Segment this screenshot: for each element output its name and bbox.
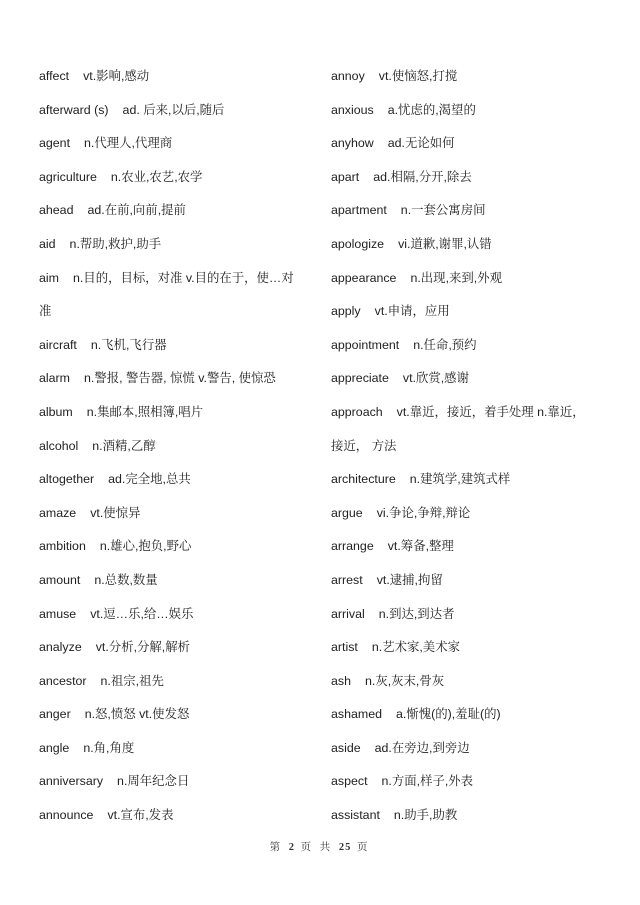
vocab-definition: n.飞机,飞行器 — [90, 337, 167, 352]
vocab-definition: n.出现,来到,外观 — [410, 270, 503, 285]
vocab-word: ancestor — [39, 673, 87, 688]
vocab-entry — [331, 564, 621, 598]
vocab-entry — [39, 530, 319, 564]
vocab-definition: vt.使恼怒,打搅 — [378, 69, 458, 83]
vocab-entry — [331, 329, 621, 363]
vocab-entry — [331, 497, 621, 531]
vocab-word: afterward (s) — [39, 102, 109, 117]
vocab-entry — [331, 631, 621, 665]
vocab-definition: vt.靠近，接近，着手处理 n.靠近， — [396, 404, 585, 419]
vocab-definition: n.祖宗,祖先 — [100, 673, 164, 688]
vocab-word: amaze — [39, 505, 77, 520]
vocab-entry — [331, 127, 621, 161]
vocab-definition: n.帮助,救护,助手 — [69, 236, 162, 251]
vocab-definition: vi.争论,争辩,辩论 — [376, 505, 471, 520]
vocab-entry — [39, 765, 319, 799]
vocab-word: ashamed — [331, 707, 382, 722]
vocab-word: album — [39, 404, 73, 419]
vocab-entry — [39, 329, 319, 363]
vocab-definition: n.警报, 警告器, 惊慌 v.警告, 使惊恐 — [83, 371, 276, 386]
vocab-definition: ad.在旁边,到旁边 — [374, 740, 470, 755]
vocab-definition: a.惭愧(的),羞耻(的) — [395, 707, 501, 722]
vocab-word: alarm — [39, 371, 70, 386]
vocab-entry — [39, 463, 319, 497]
vocab-definition: ad.完全地,总共 — [108, 472, 191, 487]
vocab-word: aircraft — [39, 337, 77, 352]
vocab-word: aspect — [331, 774, 368, 789]
vocab-definition: n.灰,灰末,骨灰 — [364, 673, 445, 688]
vocab-entry — [331, 194, 621, 228]
vocab-word: aid — [39, 236, 56, 251]
vocab-entry — [331, 665, 621, 699]
vocab-definition: vt.影响,感动 — [83, 69, 150, 83]
footer-prefix: 第 — [269, 842, 284, 853]
vocab-entry — [331, 530, 621, 564]
vocab-definition: n.角,角度 — [83, 740, 135, 755]
vocab-definition: n.周年纪念日 — [117, 774, 190, 789]
vocab-word: alcohol — [39, 438, 79, 453]
vocab-entry — [39, 430, 319, 464]
vocab-word: appreciate — [331, 371, 389, 386]
vocab-word: ash — [331, 673, 351, 688]
page-footer — [0, 839, 640, 854]
vocab-word: announce — [39, 808, 94, 823]
vocab-word: argue — [331, 505, 363, 520]
vocab-word: affect — [39, 69, 70, 83]
vocab-word: agent — [39, 136, 71, 151]
vocab-definition: n.酒精,乙醇 — [92, 438, 156, 453]
vocab-entry — [331, 262, 621, 296]
vocab-definition: n.代理人,代理商 — [84, 136, 173, 151]
vocab-entry — [39, 598, 319, 632]
vocab-word: appearance — [331, 270, 397, 285]
vocab-definition: n.到达,到达者 — [378, 606, 455, 621]
footer-total-pages: 25 — [338, 842, 352, 853]
vocab-word: ahead — [39, 203, 74, 218]
vocab-word: assistant — [331, 808, 380, 823]
vocab-definition-continued: 接近， 方法 — [331, 438, 397, 453]
vocab-definition: n.助手,助教 — [393, 808, 458, 823]
vocab-definition: a.忧虑的,渴望的 — [387, 102, 476, 117]
vocab-entry — [39, 631, 319, 665]
vocab-definition: n.农业,农艺,农学 — [110, 169, 203, 184]
vocab-word: approach — [331, 404, 383, 419]
vocab-word: angle — [39, 740, 70, 755]
vocab-entry — [331, 161, 621, 195]
vocab-entry — [39, 194, 319, 228]
vocab-definition: n.建筑学,建筑式样 — [409, 472, 511, 487]
vocab-entry — [39, 60, 319, 94]
vocab-word: apply — [331, 304, 361, 319]
vocab-definition: n.一套公寓房间 — [400, 203, 486, 218]
vocab-definition: ad.无论如何 — [387, 136, 455, 151]
vocab-definition: n.目的，目标，对准 v.目的在于，使…对 — [72, 270, 294, 285]
vocab-definition: n.怒,愤怒 vt.使发怒 — [84, 707, 190, 722]
left-column — [39, 60, 319, 833]
vocab-word: architecture — [331, 472, 396, 487]
vocab-definition: n.总数,数量 — [94, 572, 158, 587]
vocab-entry — [39, 564, 319, 598]
vocab-entry — [331, 698, 621, 732]
vocab-entry — [331, 396, 621, 430]
vocab-entry — [39, 362, 319, 396]
vocab-entry — [331, 228, 621, 262]
vocab-entry — [39, 127, 319, 161]
vocab-definition: vt.逗…乐,给…娱乐 — [90, 606, 194, 621]
vocab-word: artist — [331, 640, 358, 655]
footer-page-number: 2 — [288, 842, 295, 853]
vocab-entry — [331, 799, 621, 833]
vocab-word: annoy — [331, 69, 365, 83]
vocab-word: aim — [39, 270, 59, 285]
vocab-definition: vt.筹备,整理 — [387, 539, 454, 554]
vocab-word: amount — [39, 572, 81, 587]
vocab-word: anyhow — [331, 136, 374, 151]
vocab-word: anniversary — [39, 774, 104, 789]
vocab-word: arrival — [331, 606, 365, 621]
vocab-entry — [331, 362, 621, 396]
vocab-entry — [39, 732, 319, 766]
vocab-definition: vt.使惊异 — [90, 505, 141, 520]
vocab-word: apartment — [331, 203, 387, 218]
vocab-entry — [331, 94, 621, 128]
vocab-definition: n.艺术家,美术家 — [371, 640, 460, 655]
vocab-definition: vt.分析,分解,解析 — [95, 640, 191, 655]
vocab-entry — [39, 497, 319, 531]
vocab-word: agriculture — [39, 169, 97, 184]
vocab-definition: ad. 后来,以后,随后 — [122, 102, 225, 117]
vocab-word: ambition — [39, 539, 86, 554]
vocab-entry — [39, 262, 319, 296]
vocab-definition: vt.申请，应用 — [374, 304, 450, 319]
vocab-definition: n.任命,预约 — [413, 337, 477, 352]
vocab-definition: n.雄心,抱负,野心 — [99, 539, 192, 554]
vocab-definition: ad.在前,向前,提前 — [87, 203, 186, 218]
vocab-word: altogether — [39, 472, 95, 487]
vocab-word: apart — [331, 169, 360, 184]
vocab-definition: vt.欣赏,感谢 — [402, 371, 469, 386]
right-column — [331, 60, 621, 833]
vocab-word: aside — [331, 740, 361, 755]
vocab-entry — [331, 60, 621, 94]
vocab-entry — [39, 799, 319, 833]
vocab-word: anger — [39, 707, 71, 722]
vocab-entry — [39, 228, 319, 262]
vocab-word: apologize — [331, 236, 385, 251]
vocab-entry — [331, 732, 621, 766]
vocab-entry — [331, 463, 621, 497]
vocab-word: appointment — [331, 337, 400, 352]
vocab-definition: ad.相隔,分开,除去 — [373, 169, 472, 184]
vocab-entry — [39, 665, 319, 699]
vocab-word: arrange — [331, 539, 374, 554]
vocab-entry — [39, 396, 319, 430]
vocab-word: amuse — [39, 606, 77, 621]
vocab-definition: vt.宣布,发表 — [107, 808, 174, 823]
vocab-definition: n.方面,样子,外表 — [381, 774, 474, 789]
vocab-entry — [39, 698, 319, 732]
vocab-word: anxious — [331, 102, 374, 117]
vocab-entry — [39, 161, 319, 195]
vocab-definition: vt.逮捕,拘留 — [376, 572, 443, 587]
vocab-word: arrest — [331, 572, 363, 587]
vocab-entry — [331, 295, 621, 329]
footer-suffix: 页 — [356, 842, 371, 853]
vocab-entry — [331, 765, 621, 799]
vocab-entry — [331, 598, 621, 632]
vocab-definition: n.集邮本,照相簿,唱片 — [86, 404, 204, 419]
vocab-word: analyze — [39, 640, 82, 655]
vocab-entry — [39, 94, 319, 128]
vocab-definition: vi.道歉,谢罪,认错 — [398, 236, 492, 251]
vocab-definition-continued: 准 — [39, 304, 52, 319]
footer-middle: 页 共 — [300, 842, 334, 853]
